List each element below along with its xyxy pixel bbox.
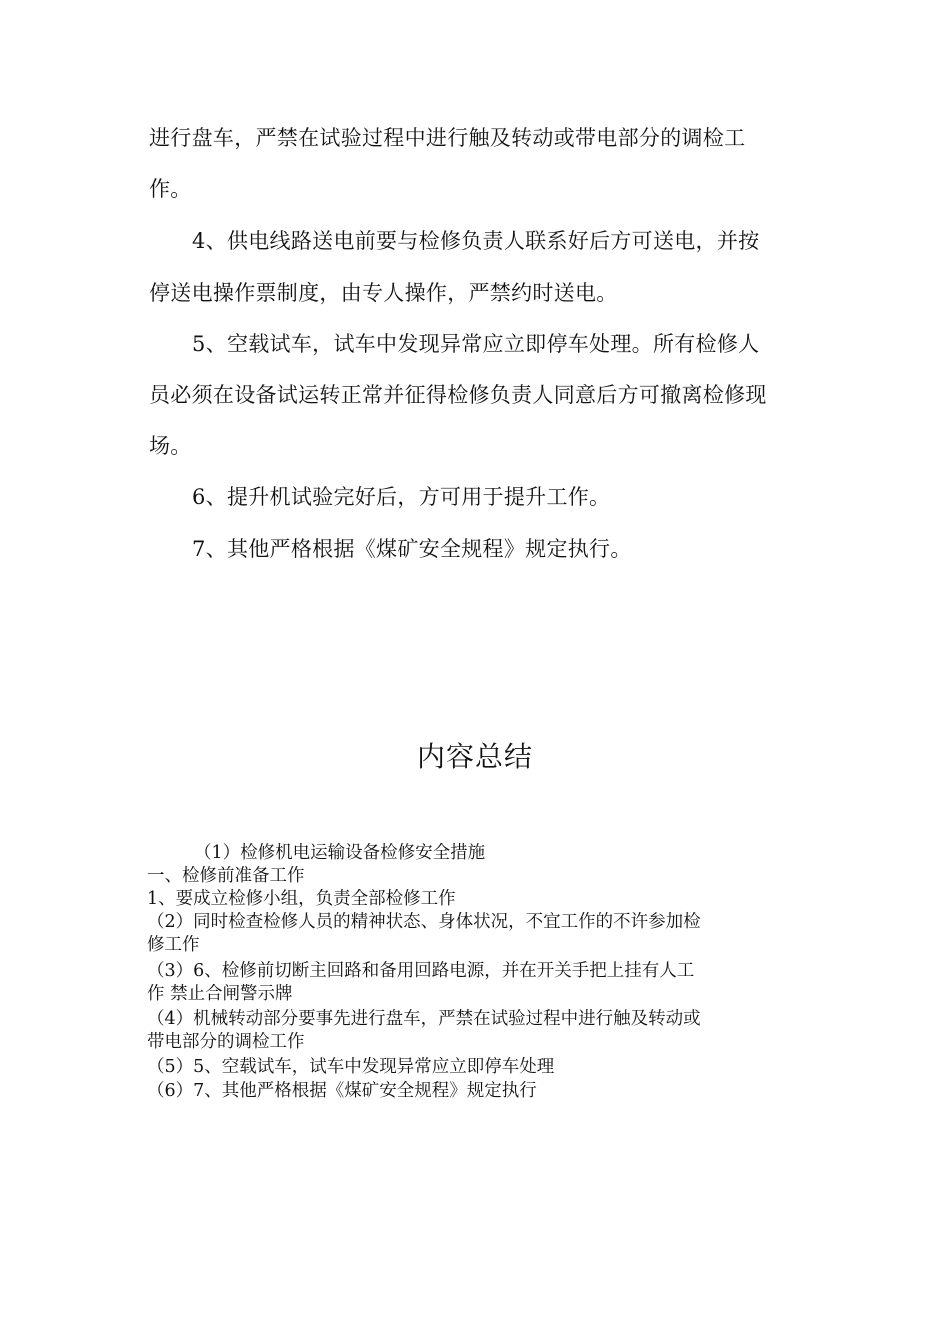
- summary-line: （6）7、其他严格根据《煤矿安全规程》规定执行: [147, 1081, 537, 1101]
- summary-line: （2）同时检查检修人员的精神状态、身体状况，不宜工作的不许参加检: [147, 912, 701, 932]
- summary-title: 内容总结: [416, 740, 533, 773]
- summary-line: 修工作: [147, 935, 200, 955]
- body-line: 停送电操作票制度，由专人操作，严禁约时送电。: [149, 281, 618, 305]
- summary-line: 带电部分的调检工作: [147, 1032, 305, 1052]
- summary-line: 1、要成立检修小组，负责全部检修工作: [147, 889, 456, 909]
- body-line: 员必须在设备试运转正常并征得检修负责人同意后方可撤离检修现: [149, 383, 767, 407]
- body-line: 进行盘车，严禁在试验过程中进行触及转动或带电部分的调检工: [149, 126, 746, 150]
- body-line: 场。: [149, 434, 192, 458]
- body-line: 7、其他严格根据《煤矿安全规程》规定执行。: [192, 537, 632, 561]
- summary-line: （5）5、空载试车，试车中发现异常应立即停车处理: [147, 1057, 555, 1077]
- summary-line: 作 禁止合闸警示牌: [147, 984, 293, 1004]
- summary-line: 一、检修前准备工作: [147, 866, 305, 886]
- body-line: 5、空载试车，试车中发现异常应立即停车处理。所有检修人: [192, 332, 760, 356]
- summary-line: （1）检修机电运输设备检修安全措施: [194, 843, 486, 863]
- summary-line: （4）机械转动部分要事先进行盘车，严禁在试验过程中进行触及转动或: [147, 1009, 701, 1029]
- body-line: 6、提升机试验完好后，方可用于提升工作。: [192, 485, 611, 509]
- body-line: 作。: [149, 177, 192, 201]
- summary-line: （3）6、检修前切断主回路和备用回路电源，并在开关手把上挂有人工: [147, 961, 695, 981]
- body-line: 4、供电线路送电前要与检修负责人联系好后方可送电，并按: [192, 229, 760, 253]
